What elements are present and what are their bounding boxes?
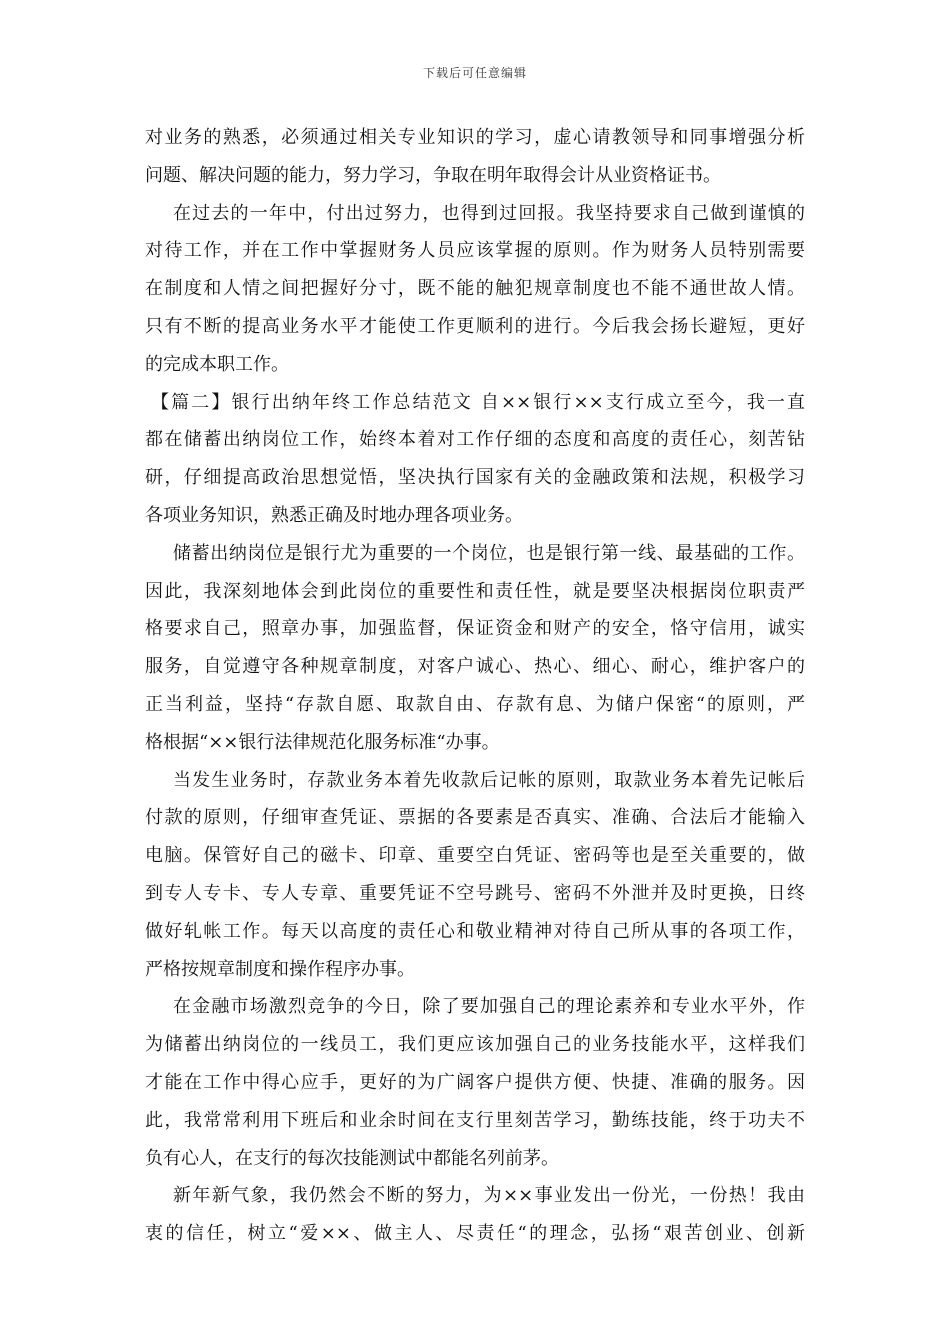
document-body (145, 119, 805, 1253)
paragraph-line: 只有不断的提高业务水平才能使工作更顺利的进行。今后我会扬长避短，更好 (145, 315, 805, 337)
paragraph-line: 都在储蓄出纳岗位工作，始终本着对工作仔细的态度和高度的责任心，刻苦钻 (145, 429, 805, 451)
paragraph (145, 1177, 805, 1253)
paragraph-line: 服务，自觉遵守各种规章制度，对客户诚心、热心、细心、耐心，维护客户的 (145, 656, 805, 678)
paragraph-line: 对待工作，并在工作中掌握财务人员应该掌握的原则。作为财务人员特别需要 (145, 240, 805, 262)
paragraph-line: 因此，我深刻地体会到此岗位的重要性和责任性，就是要坚决根据岗位职责严 (145, 580, 805, 602)
paragraph-line: 格要求自己，照章办事，加强监督，保证资金和财产的安全，恪守信用，诚实 (145, 618, 805, 640)
paragraph-line: 【篇二】银行出纳年终工作总结范文 自××银行××支行成立至今，我一直 (151, 391, 805, 413)
paragraph-line: 各项业务知识，熟悉正确及时地办理各项业务。 (145, 504, 523, 526)
paragraph-line: 新年新气象，我仍然会不断的努力，为××事业发出一份光，一份热！我由 (173, 1185, 805, 1207)
page-header-note: 下载后可任意编辑 (422, 66, 527, 80)
paragraph-line: 在金融市场激烈竞争的今日，除了要加强自己的理论素养和专业水平外，作 (173, 996, 805, 1018)
paragraph (145, 535, 805, 762)
paragraph-line: 研，仔细提高政治思想觉悟，坚决执行国家有关的金融政策和法规，积极学习 (145, 467, 805, 489)
paragraph (145, 762, 805, 989)
paragraph-line: 对业务的熟悉，必须通过相关专业知识的学习，虚心请教领导和同事增强分析 (145, 127, 805, 148)
paragraph-line: 的完成本职工作。 (145, 353, 289, 375)
paragraph-line: 此，我常常利用下班后和业余时间在支行里刻苦学习，勤练技能，终于功夫不 (145, 1109, 805, 1131)
paragraph-line: 才能在工作中得心应手，更好的为广阔客户提供方便、快捷、准确的服务。因 (145, 1071, 805, 1093)
paragraph-line: 在制度和人情之间把握好分寸，既不能的触犯规章制度也不能不通世故人情。 (145, 278, 805, 300)
paragraph-line: 负有心人，在支行的每次技能测试中都能名列前茅。 (145, 1147, 559, 1169)
paragraph-line: 在过去的一年中，付出过努力，也得到过回报。我坚持要求自己做到谨慎的 (173, 202, 805, 224)
paragraph (145, 195, 805, 384)
paragraph-line: 问题、解决问题的能力，努力学习，争取在明年取得会计从业资格证书。 (145, 164, 721, 186)
paragraph-line: 到专人专卡、专人专章、重要凭证不空号跳号、密码不外泄并及时更换，日终 (145, 882, 805, 904)
paragraph (145, 119, 805, 195)
paragraph-line: 严格按规章制度和操作程序办事。 (145, 958, 415, 980)
paragraph-line: 付款的原则，仔细审查凭证、票据的各要素是否真实、准确、合法后才能输入 (145, 807, 805, 829)
paragraph-line: 当发生业务时，存款业务本着先收款后记帐的原则，取款业务本着先记帐后 (173, 769, 805, 791)
paragraph-line: 为储蓄出纳岗位的一线员工，我们更应该加强自己的业务技能水平，这样我们 (145, 1034, 805, 1056)
paragraph-line: 电脑。保管好自己的磁卡、印章、重要空白凭证、密码等也是至关重要的，做 (145, 845, 805, 867)
paragraph-line: 做好轧帐工作。每天以高度的责任心和敬业精神对待自己所从事的各项工作， (145, 920, 805, 942)
paragraph-line: 正当利益，坚持“存款自愿、取款自由、存款有息、为储户保密“的原则，严 (145, 693, 805, 715)
paragraph (145, 988, 805, 1177)
paragraph-line: 衷的信任，树立“爱××、做主人、尽责任“的理念，弘扬“艰苦创业、创新 (145, 1223, 805, 1245)
paragraph-line: 格根据“××银行法律规范化服务标准“办事。 (145, 731, 500, 753)
paragraph-line: 储蓄出纳岗位是银行尤为重要的一个岗位，也是银行第一线、最基础的工作。 (173, 542, 805, 564)
paragraph (145, 384, 805, 535)
